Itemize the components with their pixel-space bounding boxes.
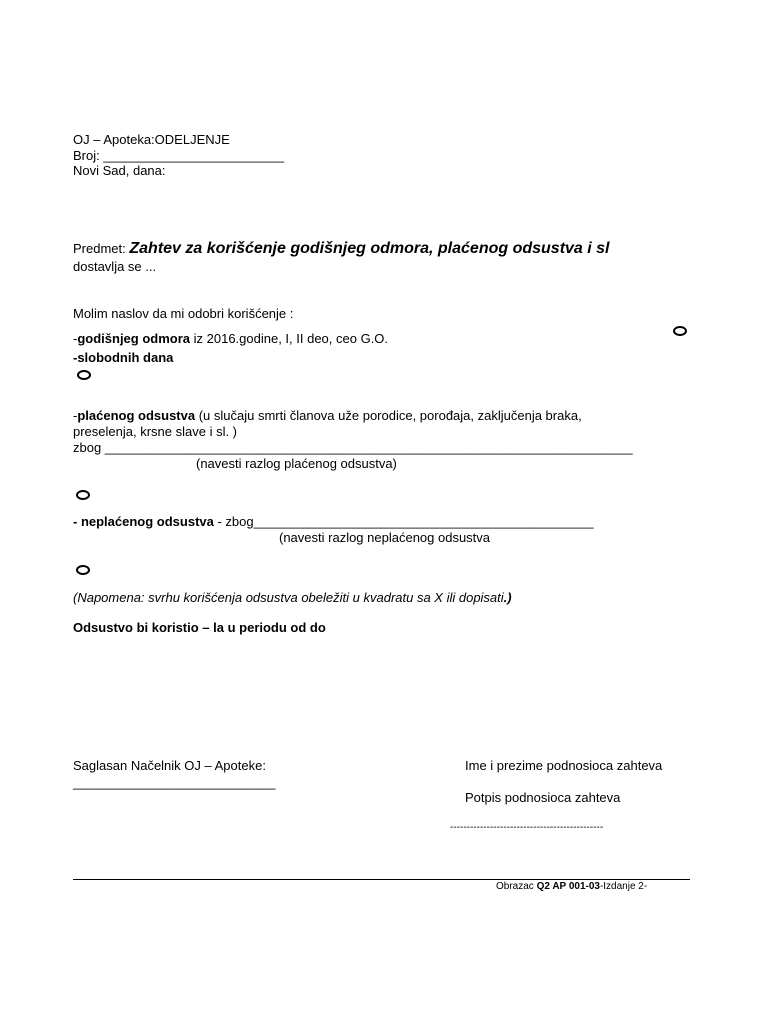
delivered-line: dostavlja se ... — [73, 259, 157, 274]
applicant-name-label: Ime i prezime podnosioca zahteva — [465, 758, 663, 773]
unpaid-reason-field[interactable]: - zbog_______________________________________________ — [213, 514, 594, 529]
applicant-sign-label: Potpis podnosioca zahteva — [465, 790, 621, 805]
subject-line — [73, 241, 610, 256]
paid-reason-hint: (navesti razlog plaćenog odsustva) — [196, 456, 397, 471]
org-line: OJ – Apoteka:ODELJENJE — [73, 132, 230, 147]
unpaid-reason-hint: (navesti razlog neplaćenog odsustva — [279, 530, 491, 545]
free-days-label: -slobodnih dana — [73, 350, 174, 365]
subject-label: Predmet: — [73, 241, 126, 256]
paid-leave-checkbox[interactable] — [76, 490, 90, 500]
paid-reason-field[interactable]: zbog _________________________________________________________________________ — [73, 440, 633, 455]
footer-divider — [73, 879, 690, 880]
free-days-checkbox[interactable] — [77, 370, 91, 380]
approver-signature-line: ____________________________ — [73, 775, 276, 790]
period-line: Odsustvo bi koristio – la u periodu od do — [73, 620, 326, 635]
annual-leave-label: godišnjeg odmora — [77, 331, 191, 346]
unpaid-leave-checkbox[interactable] — [76, 565, 90, 575]
form-code-line: Obrazac Q2 AP 001-03-Izdanje 2- — [496, 881, 648, 892]
approver-label: Saglasan Načelnik OJ – Apoteke: — [73, 758, 266, 773]
paid-leave-label: plaćenog odsustva — [77, 408, 196, 423]
form-code: Q2 AP 001-03 — [536, 881, 600, 892]
unpaid-leave-label: - neplaćenog odsustva — [73, 514, 214, 529]
paid-leave-line: -plaćenog odsustva (u slučaju smrti članova uže porodice, porođaja, zaključenja braka, — [73, 408, 582, 423]
broj-line: Broj: _________________________ — [73, 148, 285, 163]
annual-leave-line: -godišnjeg odmora iz 2016.godine, I, II deo, ceo G.O. — [73, 331, 389, 346]
place-date-line: Novi Sad, dana: — [73, 163, 166, 178]
paid-leave-line-2: preselenja, krsne slave i sl. ) — [73, 424, 238, 439]
unpaid-leave-line — [73, 514, 593, 529]
intro-line: Molim naslov da mi odobri korišćenje : — [73, 306, 294, 321]
note-line: (Napomena: svrhu korišćenja odsustva obeležiti u kvadratu sa X ili dopisati.) — [73, 590, 512, 605]
annual-leave-checkbox[interactable] — [673, 326, 687, 336]
applicant-signature-line: ---------------------------------------------- — [450, 822, 604, 833]
subject-title: Zahtev za korišćenje godišnjeg odmora, plaćenog odsustva i sl — [129, 240, 610, 257]
